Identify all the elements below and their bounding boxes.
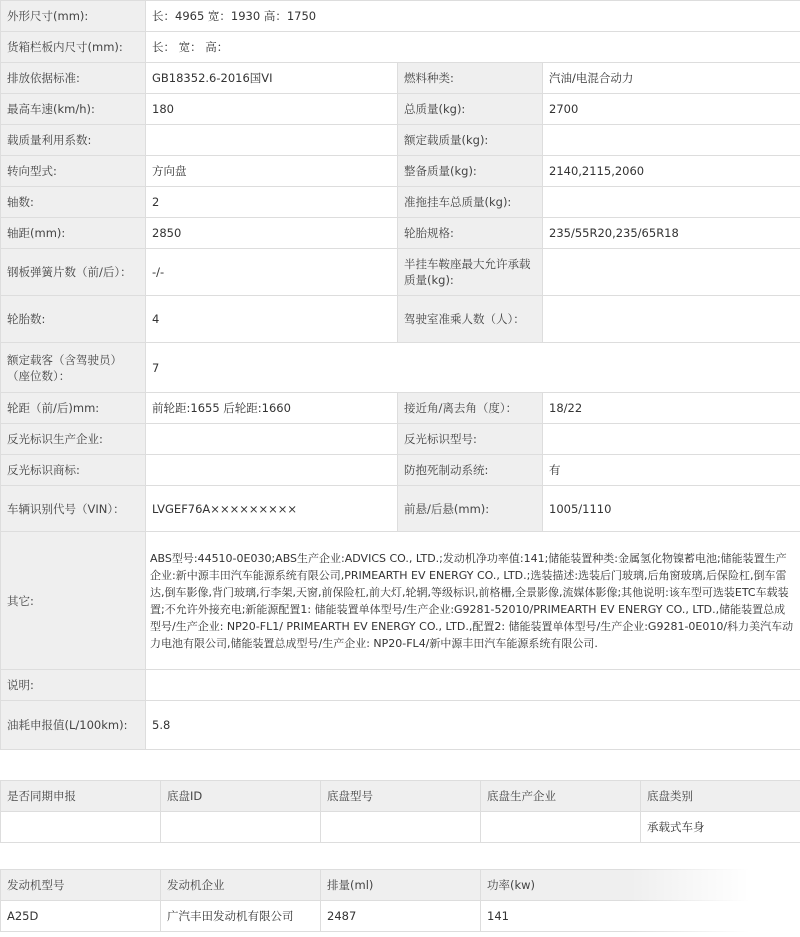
vin-value: LVGEF76A××××××××× bbox=[146, 486, 398, 532]
engine-header-cell: 功率(kw) bbox=[481, 870, 800, 901]
steering-value: 方向盘 bbox=[146, 156, 398, 187]
track-value: 前轮距:1655 后轮距:1660 bbox=[146, 393, 398, 424]
spec-row bbox=[1, 486, 800, 532]
fuel-consumption-value: 5.8 bbox=[146, 701, 800, 750]
chassis-header-cell: 底盘ID bbox=[161, 781, 321, 812]
emission-value: GB18352.6-2016国VI bbox=[146, 63, 398, 94]
spec-row bbox=[1, 94, 800, 125]
track-label: 轮距（前/后)mm: bbox=[1, 393, 146, 424]
spec-row bbox=[1, 249, 800, 296]
spec-row bbox=[1, 296, 800, 343]
load-util-value bbox=[146, 125, 398, 156]
curb-mass-value: 2140,2115,2060 bbox=[543, 156, 800, 187]
spec-row bbox=[1, 218, 800, 249]
leaf-springs-label: 钢板弹簧片数（前/后）： bbox=[1, 249, 146, 296]
reflector-maker-label: 反光标识生产企业: bbox=[1, 424, 146, 455]
chassis-table bbox=[0, 780, 800, 843]
engine-cell: 141 bbox=[481, 901, 800, 932]
reflector-mark-label: 反光标识商标: bbox=[1, 455, 146, 486]
max-speed-value: 180 bbox=[146, 94, 398, 125]
spec-row bbox=[1, 187, 800, 218]
spec-row bbox=[1, 343, 800, 393]
spec-row bbox=[1, 1, 800, 32]
spec-row bbox=[1, 393, 800, 424]
dimensions-label: 外形尺寸(mm): bbox=[1, 1, 146, 32]
chassis-cell bbox=[1, 812, 161, 843]
engine-cell: 广汽丰田发动机有限公司 bbox=[161, 901, 321, 932]
saddle-load-value bbox=[543, 249, 800, 296]
tire-spec-label: 轮胎规格: bbox=[398, 218, 543, 249]
chassis-cell bbox=[481, 812, 641, 843]
rated-load-value bbox=[543, 125, 800, 156]
spec-row bbox=[1, 125, 800, 156]
chassis-header-row bbox=[1, 781, 800, 812]
cargo-box-value: 长： 宽： 高： bbox=[146, 32, 800, 63]
leaf-springs-value: -/- bbox=[146, 249, 398, 296]
rated-load-label: 额定载质量(kg): bbox=[398, 125, 543, 156]
spec-row bbox=[1, 670, 800, 701]
axles-value: 2 bbox=[146, 187, 398, 218]
vin-label: 车辆识别代号（VIN）： bbox=[1, 486, 146, 532]
abs-label: 防抱死制动系统: bbox=[398, 455, 543, 486]
saddle-load-label: 半挂车鞍座最大允许承载质量(kg): bbox=[398, 249, 543, 296]
chassis-cell: 承载式车身 bbox=[641, 812, 800, 843]
edge-fade-overlay bbox=[630, 864, 800, 937]
emission-label: 排放依据标准: bbox=[1, 63, 146, 94]
passengers-label: 额定载客（含驾驶员）（座位数）： bbox=[1, 343, 146, 393]
wheelbase-value: 2850 bbox=[146, 218, 398, 249]
tire-count-value: 4 bbox=[146, 296, 398, 343]
chassis-header-cell: 底盘类别 bbox=[641, 781, 800, 812]
tire-count-label: 轮胎数: bbox=[1, 296, 146, 343]
other-value: ABS型号:44510-0E030;ABS生产企业:ADVICS CO., LTD.;发动机净功率值:141;储能装置种类:金属氢化物镍蓄电池;储能装置生产企业:新中源丰田汽车能源系统有限公司,PRIMEARTH EV ENERGY CO., LTD.;选装描述:选装后门玻璃,后角窗玻璃,后保险杠,倒车雷达,倒车影像,背门玻璃,行李架,天窗,前保险杠,前大灯,轮辋,等级标识,前格栅,全景影像,流媒体影像;其他说明:该车型可选装ETC车载装置;不允许外接充电;新能源配置1: 储能装置单体型号/生产企业:G9281-52010/PRIMEARTH EV ENERGY CO., LTD.,储能装置总成型号/生产企业: NP20-FL1/ PRIMEARTH EV ENERGY CO., LTD.,配置2: 储能装置单体型号/生产企业:G9281-0E010/科力美汽车动力电池有限公司,储能装置总成型号/生产企业: NP20-FL4/新中源丰田汽车能源系统有限公司. bbox=[146, 532, 800, 670]
spec-row bbox=[1, 32, 800, 63]
spec-row bbox=[1, 63, 800, 94]
other-label: 其它: bbox=[1, 532, 146, 670]
cargo-box-label: 货箱栏板内尺寸(mm): bbox=[1, 32, 146, 63]
trailer-mass-value bbox=[543, 187, 800, 218]
overhang-value: 1005/1110 bbox=[543, 486, 800, 532]
reflector-maker-value bbox=[146, 424, 398, 455]
total-mass-value: 2700 bbox=[543, 94, 800, 125]
angles-value: 18/22 bbox=[543, 393, 800, 424]
fuel-consumption-label: 油耗申报值(L/100km): bbox=[1, 701, 146, 750]
tire-spec-value: 235/55R20,235/65R18 bbox=[543, 218, 800, 249]
chassis-cell bbox=[161, 812, 321, 843]
dimensions-value: 长：4965 宽：1930 高：1750 bbox=[146, 1, 800, 32]
total-mass-label: 总质量(kg): bbox=[398, 94, 543, 125]
reflector-model-value bbox=[543, 424, 800, 455]
axles-label: 轴数: bbox=[1, 187, 146, 218]
cab-capacity-value bbox=[543, 296, 800, 343]
chassis-header-cell: 底盘型号 bbox=[321, 781, 481, 812]
max-speed-label: 最高车速(km/h): bbox=[1, 94, 146, 125]
chassis-cell bbox=[321, 812, 481, 843]
spec-row bbox=[1, 424, 800, 455]
engine-header-cell: 发动机型号 bbox=[1, 870, 161, 901]
reflector-mark-value bbox=[146, 455, 398, 486]
spec-row bbox=[1, 701, 800, 750]
angles-label: 接近角/离去角（度）： bbox=[398, 393, 543, 424]
steering-label: 转向型式: bbox=[1, 156, 146, 187]
spec-row bbox=[1, 532, 800, 670]
fuel-type-label: 燃料种类: bbox=[398, 63, 543, 94]
abs-value: 有 bbox=[543, 455, 800, 486]
overhang-label: 前悬/后悬(mm): bbox=[398, 486, 543, 532]
cab-capacity-label: 驾驶室准乘人数（人）： bbox=[398, 296, 543, 343]
chassis-header-cell: 是否同期申报 bbox=[1, 781, 161, 812]
load-util-label: 载质量利用系数: bbox=[1, 125, 146, 156]
fuel-type-value: 汽油/电混合动力 bbox=[543, 63, 800, 94]
spec-row bbox=[1, 455, 800, 486]
curb-mass-label: 整备质量(kg): bbox=[398, 156, 543, 187]
table-row bbox=[1, 812, 800, 843]
engine-header-cell: 发动机企业 bbox=[161, 870, 321, 901]
engine-cell: 2487 bbox=[321, 901, 481, 932]
note-value bbox=[146, 670, 800, 701]
engine-cell: A25D bbox=[1, 901, 161, 932]
reflector-model-label: 反光标识型号: bbox=[398, 424, 543, 455]
spec-row bbox=[1, 156, 800, 187]
note-label: 说明: bbox=[1, 670, 146, 701]
trailer-mass-label: 准拖挂车总质量(kg): bbox=[398, 187, 543, 218]
wheelbase-label: 轴距(mm): bbox=[1, 218, 146, 249]
chassis-header-cell: 底盘生产企业 bbox=[481, 781, 641, 812]
passengers-value: 7 bbox=[146, 343, 800, 393]
engine-header-cell: 排量(ml) bbox=[321, 870, 481, 901]
